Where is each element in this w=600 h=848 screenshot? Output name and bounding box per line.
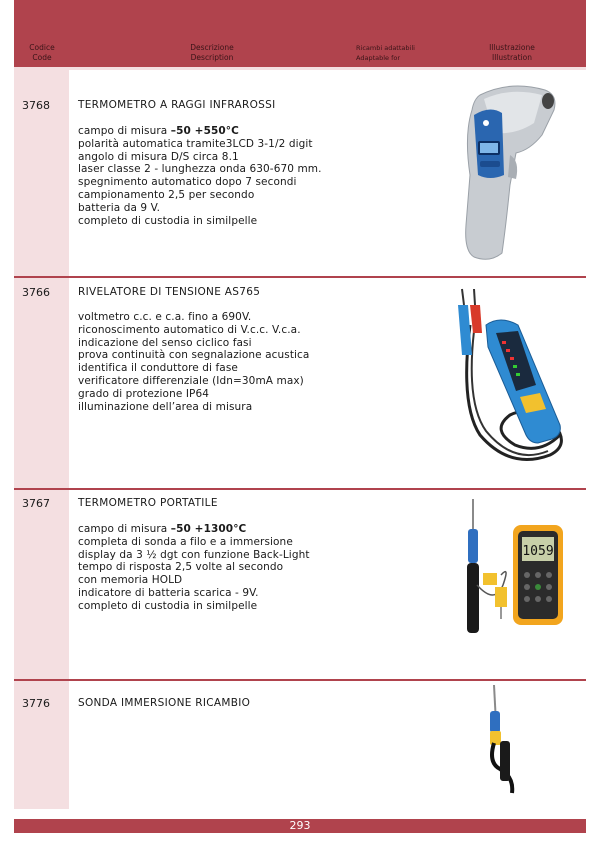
description-text: verificatore differenziale (Idn=30mA max) xyxy=(78,374,304,387)
description-line xyxy=(78,202,322,215)
infrared-thermometer-image xyxy=(450,75,560,269)
product-description xyxy=(78,523,310,613)
description-line xyxy=(78,388,309,401)
description-line xyxy=(78,587,310,600)
description-line xyxy=(78,215,322,228)
description-line xyxy=(78,600,310,613)
description-line xyxy=(78,523,310,536)
description-text: con memoria HOLD xyxy=(78,574,183,587)
description-text: angolo di misura D/S circa 8.1 xyxy=(78,150,239,163)
description-line xyxy=(78,401,309,414)
description-text: completo di custodia in similpelle xyxy=(78,599,258,612)
measure-range: –50 +550°C xyxy=(170,125,239,137)
header-description: Descrizione Description xyxy=(190,43,234,62)
product-code: 3768 xyxy=(22,99,50,112)
meter-display-reading: 1059 xyxy=(522,544,554,559)
header-underband xyxy=(14,67,586,70)
description-text: campo di misura xyxy=(78,125,171,137)
description-text: riconoscimento automatico di V.c.c. V.c.a. xyxy=(78,323,301,336)
page-number: 293 xyxy=(289,819,311,832)
description-line xyxy=(78,337,309,350)
product-description xyxy=(78,125,322,227)
description-text: completa di sonda a filo e a immersione xyxy=(78,535,293,548)
description-text: laser classe 2 - lunghezza onda 630-670 mm. xyxy=(78,163,322,176)
row-separator xyxy=(14,679,586,681)
description-line xyxy=(78,324,309,337)
page-footer xyxy=(14,819,586,833)
description-line xyxy=(78,375,309,388)
description-line xyxy=(78,574,310,587)
header-spares: Ricambi adattabili Adaptable for xyxy=(356,44,415,62)
product-code: 3776 xyxy=(22,697,50,710)
description-line xyxy=(78,349,309,362)
description-line xyxy=(78,163,322,176)
description-text: indicazione del senso ciclico fasi xyxy=(78,336,252,349)
product-code: 3767 xyxy=(22,497,50,510)
description-text: campionamento 2,5 per secondo xyxy=(78,188,255,201)
description-text: tempo di risposta 2,5 volte al secondo xyxy=(78,561,284,574)
description-text: polarità automatica tramite3LCD 3-1/2 digit xyxy=(78,137,313,150)
portable-thermometer-image xyxy=(455,495,570,659)
description-line xyxy=(78,536,310,549)
description-line xyxy=(78,311,309,324)
header-code: Codice Code xyxy=(29,43,55,62)
description-text: grado di protezione IP64 xyxy=(78,387,210,400)
description-text: identifica il conduttore di fase xyxy=(78,362,238,375)
description-line xyxy=(78,125,322,138)
immersion-probe-image xyxy=(478,683,538,807)
description-text: batteria da 9 V. xyxy=(78,201,161,214)
product-description xyxy=(78,311,309,413)
description-text: display da 3 ½ dgt con funzione Back-Light xyxy=(78,548,310,561)
description-text: voltmetro c.c. e c.a. fino a 690V. xyxy=(78,311,252,323)
description-line xyxy=(78,549,310,562)
measure-range: –50 +1300°C xyxy=(170,523,247,535)
description-text: indicatore di batteria scarica - 9V. xyxy=(78,586,259,599)
description-line xyxy=(78,189,322,202)
product-title: TERMOMETRO A RAGGI INFRAROSSI xyxy=(78,99,276,111)
description-text: campo di misura xyxy=(78,523,171,535)
row-separator xyxy=(14,488,586,490)
product-title: RIVELATORE DI TENSIONE AS765 xyxy=(78,286,261,298)
product-title: SONDA IMMERSIONE RICAMBIO xyxy=(78,697,251,709)
description-line xyxy=(78,362,309,375)
description-line xyxy=(78,176,322,189)
description-line xyxy=(78,561,310,574)
description-text: prova continuità con segnalazione acustica xyxy=(78,349,310,362)
product-code: 3766 xyxy=(22,286,50,299)
row-separator xyxy=(14,276,586,278)
description-line xyxy=(78,151,322,164)
description-text: spegnimento automatico dopo 7 secondi xyxy=(78,176,297,189)
description-text: completo di custodia in similpelle xyxy=(78,214,258,227)
header-illustration: Illustrazione Illustration xyxy=(489,43,535,62)
voltage-tester-image xyxy=(440,285,580,484)
product-title: TERMOMETRO PORTATILE xyxy=(78,497,218,509)
description-text: illuminazione dell’area di misura xyxy=(78,400,253,413)
description-line xyxy=(78,138,322,151)
